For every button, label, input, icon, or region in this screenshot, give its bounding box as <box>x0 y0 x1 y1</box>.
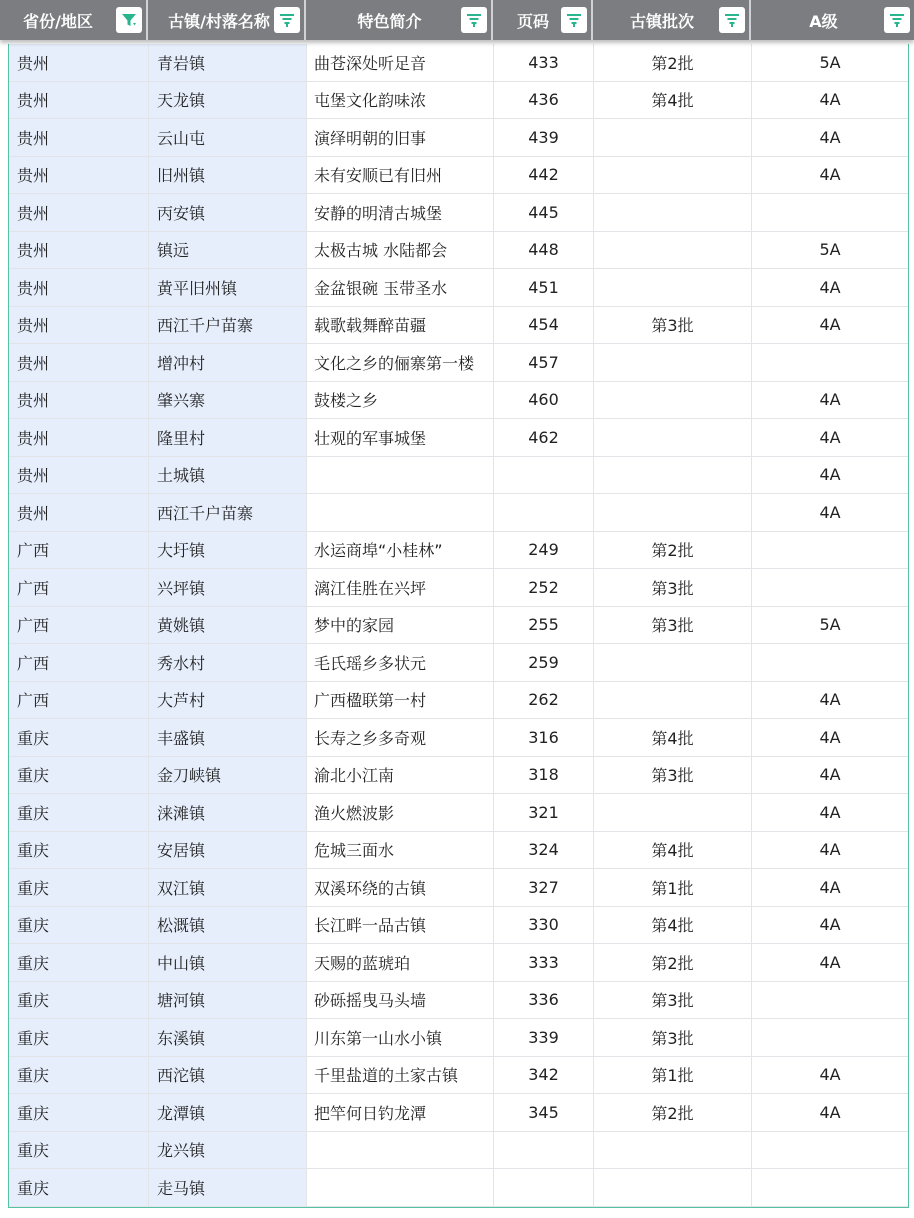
cell-rating[interactable]: 5A <box>752 607 908 645</box>
cell-province[interactable]: 重庆 <box>9 869 149 907</box>
cell-page[interactable]: 333 <box>494 944 594 982</box>
table-row <box>9 457 908 495</box>
cell-page[interactable]: 259 <box>494 644 594 682</box>
cell-intro[interactable]: 金盆银碗 玉带圣水 <box>307 269 494 307</box>
cell-batch[interactable] <box>594 494 752 532</box>
cell-intro[interactable]: 水运商埠“小桂林” <box>307 532 494 570</box>
cell-province[interactable]: 贵州 <box>9 269 149 307</box>
cell-intro[interactable]: 梦中的家园 <box>307 607 494 645</box>
table-row <box>9 794 908 832</box>
cell-town[interactable]: 安居镇 <box>149 832 307 870</box>
table-row <box>9 119 908 157</box>
header-intro-label: 特色简介 <box>357 11 422 31</box>
cell-page[interactable]: 255 <box>494 607 594 645</box>
cell-batch[interactable]: 第4批 <box>594 719 752 757</box>
cell-province[interactable]: 重庆 <box>9 907 149 945</box>
cell-town[interactable]: 土城镇 <box>149 457 307 495</box>
cell-town[interactable]: 青岩镇 <box>149 44 307 82</box>
cell-intro[interactable]: 太极古城 水陆都会 <box>307 232 494 270</box>
cell-province[interactable]: 贵州 <box>9 232 149 270</box>
cell-batch[interactable]: 第3批 <box>594 1019 752 1057</box>
cell-province[interactable]: 重庆 <box>9 944 149 982</box>
table-row <box>9 532 908 570</box>
filter-icon[interactable] <box>884 7 910 33</box>
cell-rating[interactable]: 4A <box>752 307 908 345</box>
cell-province[interactable]: 重庆 <box>9 757 149 795</box>
cell-batch[interactable]: 第3批 <box>594 569 752 607</box>
cell-province[interactable]: 重庆 <box>9 832 149 870</box>
cell-town[interactable]: 黄姚镇 <box>149 607 307 645</box>
cell-batch[interactable] <box>594 269 752 307</box>
cell-province[interactable]: 贵州 <box>9 494 149 532</box>
table-row <box>9 569 908 607</box>
cell-intro[interactable]: 双溪环绕的古镇 <box>307 869 494 907</box>
cell-intro[interactable]: 天赐的蓝琥珀 <box>307 944 494 982</box>
cell-rating[interactable]: 5A <box>752 44 908 82</box>
cell-batch[interactable] <box>594 344 752 382</box>
cell-town[interactable]: 龙潭镇 <box>149 1094 307 1132</box>
cell-intro[interactable] <box>307 494 494 532</box>
table-row <box>9 682 908 720</box>
cell-batch[interactable] <box>594 232 752 270</box>
cell-town[interactable]: 黄平旧州镇 <box>149 269 307 307</box>
cell-page[interactable]: 316 <box>494 719 594 757</box>
header-batch[interactable] <box>593 0 751 40</box>
cell-rating[interactable]: 4A <box>752 157 908 195</box>
cell-batch[interactable] <box>594 794 752 832</box>
cell-intro[interactable] <box>307 457 494 495</box>
cell-page[interactable]: 462 <box>494 419 594 457</box>
cell-province[interactable]: 重庆 <box>9 1169 149 1207</box>
cell-town[interactable]: 增冲村 <box>149 344 307 382</box>
header-province-label: 省份/地区 <box>23 11 93 31</box>
cell-rating[interactable] <box>752 1169 908 1207</box>
cell-batch[interactable]: 第2批 <box>594 944 752 982</box>
cell-intro[interactable]: 广西楹联第一村 <box>307 682 494 720</box>
cell-intro[interactable]: 安静的明清古城堡 <box>307 194 494 232</box>
cell-intro[interactable]: 砂砾摇曳马头墙 <box>307 982 494 1020</box>
cell-intro[interactable]: 文化之乡的俪寨第一楼 <box>307 344 494 382</box>
table-row <box>9 719 908 757</box>
cell-batch[interactable] <box>594 194 752 232</box>
cell-rating[interactable] <box>752 982 908 1020</box>
cell-province[interactable]: 重庆 <box>9 1019 149 1057</box>
cell-town[interactable]: 东溪镇 <box>149 1019 307 1057</box>
cell-town[interactable]: 松溉镇 <box>149 907 307 945</box>
cell-batch[interactable] <box>594 1132 752 1170</box>
cell-rating[interactable]: 4A <box>752 494 908 532</box>
cell-town[interactable]: 龙兴镇 <box>149 1132 307 1170</box>
cell-intro[interactable] <box>307 1132 494 1170</box>
table-row <box>9 982 908 1020</box>
cell-intro[interactable]: 千里盐道的土家古镇 <box>307 1057 494 1095</box>
table-row <box>9 1019 908 1057</box>
cell-town[interactable]: 双江镇 <box>149 869 307 907</box>
cell-rating[interactable]: 4A <box>752 832 908 870</box>
cell-province[interactable]: 广西 <box>9 532 149 570</box>
table-row <box>9 494 908 532</box>
table-row <box>9 757 908 795</box>
table-row <box>9 869 908 907</box>
table-row <box>9 1169 908 1207</box>
cell-town[interactable]: 中山镇 <box>149 944 307 982</box>
header-batch-label: 古镇批次 <box>629 11 694 31</box>
table-row <box>9 644 908 682</box>
cell-batch[interactable]: 第2批 <box>594 532 752 570</box>
cell-page[interactable]: 324 <box>494 832 594 870</box>
cell-intro[interactable]: 壮观的军事城堡 <box>307 419 494 457</box>
cell-intro[interactable]: 把竿何日钓龙潭 <box>307 1094 494 1132</box>
cell-rating[interactable]: 4A <box>752 1057 908 1095</box>
cell-province[interactable]: 贵州 <box>9 419 149 457</box>
cell-page[interactable]: 433 <box>494 44 594 82</box>
cell-town[interactable]: 云山屯 <box>149 119 307 157</box>
cell-page[interactable]: 336 <box>494 982 594 1020</box>
cell-rating[interactable] <box>752 569 908 607</box>
cell-page[interactable] <box>494 457 594 495</box>
cell-town[interactable]: 天龙镇 <box>149 82 307 120</box>
filter-active-icon[interactable] <box>116 7 142 33</box>
cell-intro[interactable]: 长江畔一品古镇 <box>307 907 494 945</box>
cell-rating[interactable]: 4A <box>752 869 908 907</box>
table-row <box>9 1094 908 1132</box>
table-row <box>9 382 908 420</box>
cell-batch[interactable] <box>594 382 752 420</box>
cell-rating[interactable]: 4A <box>752 794 908 832</box>
cell-rating[interactable]: 4A <box>752 719 908 757</box>
cell-town[interactable]: 涞滩镇 <box>149 794 307 832</box>
cell-intro[interactable]: 漓江佳胜在兴坪 <box>307 569 494 607</box>
table-row <box>9 832 908 870</box>
cell-province[interactable]: 重庆 <box>9 1094 149 1132</box>
cell-rating[interactable]: 4A <box>752 82 908 120</box>
cell-town[interactable]: 大圩镇 <box>149 532 307 570</box>
cell-intro[interactable]: 演绎明朝的旧事 <box>307 119 494 157</box>
table-row <box>9 607 908 645</box>
cell-town[interactable]: 丙安镇 <box>149 194 307 232</box>
cell-town[interactable]: 镇远 <box>149 232 307 270</box>
cell-batch[interactable]: 第4批 <box>594 907 752 945</box>
cell-batch[interactable] <box>594 644 752 682</box>
cell-town[interactable]: 大芦村 <box>149 682 307 720</box>
header-intro[interactable] <box>306 0 493 40</box>
cell-page[interactable] <box>494 1169 594 1207</box>
cell-page[interactable]: 454 <box>494 307 594 345</box>
cell-province[interactable]: 广西 <box>9 644 149 682</box>
cell-rating[interactable]: 4A <box>752 1094 908 1132</box>
filter-icon[interactable] <box>461 7 487 33</box>
cell-batch[interactable]: 第3批 <box>594 757 752 795</box>
filter-icon[interactable] <box>719 7 745 33</box>
cell-rating[interactable]: 4A <box>752 419 908 457</box>
cell-batch[interactable]: 第1批 <box>594 1057 752 1095</box>
cell-intro[interactable]: 危城三面水 <box>307 832 494 870</box>
cell-province[interactable]: 重庆 <box>9 719 149 757</box>
cell-batch[interactable]: 第2批 <box>594 44 752 82</box>
cell-province[interactable]: 贵州 <box>9 344 149 382</box>
table-row <box>9 344 908 382</box>
cell-rating[interactable]: 5A <box>752 232 908 270</box>
cell-intro[interactable]: 渔火燃波影 <box>307 794 494 832</box>
cell-batch[interactable]: 第1批 <box>594 869 752 907</box>
cell-batch[interactable]: 第3批 <box>594 607 752 645</box>
cell-province[interactable]: 广西 <box>9 682 149 720</box>
cell-batch[interactable]: 第4批 <box>594 832 752 870</box>
cell-batch[interactable]: 第3批 <box>594 982 752 1020</box>
cell-intro[interactable]: 载歌载舞醉苗疆 <box>307 307 494 345</box>
table-row <box>9 944 908 982</box>
table-row <box>9 194 908 232</box>
header-town-label: 古镇/村落名称 <box>168 11 270 31</box>
cell-province[interactable]: 贵州 <box>9 382 149 420</box>
table-row <box>9 307 908 345</box>
cell-province[interactable]: 贵州 <box>9 157 149 195</box>
cell-town[interactable]: 肇兴寨 <box>149 382 307 420</box>
cell-rating[interactable] <box>752 644 908 682</box>
cell-page[interactable]: 339 <box>494 1019 594 1057</box>
cell-page[interactable]: 436 <box>494 82 594 120</box>
cell-rating[interactable]: 4A <box>752 907 908 945</box>
cell-town[interactable]: 旧州镇 <box>149 157 307 195</box>
cell-page[interactable]: 448 <box>494 232 594 270</box>
cell-page[interactable]: 318 <box>494 757 594 795</box>
cell-rating[interactable]: 4A <box>752 382 908 420</box>
cell-batch[interactable] <box>594 119 752 157</box>
cell-page[interactable]: 451 <box>494 269 594 307</box>
table-row <box>9 269 908 307</box>
cell-province[interactable]: 贵州 <box>9 119 149 157</box>
header-province[interactable] <box>0 0 148 40</box>
cell-batch[interactable] <box>594 682 752 720</box>
header-page-label: 页码 <box>516 11 549 31</box>
cell-page[interactable]: 252 <box>494 569 594 607</box>
cell-page[interactable] <box>494 1132 594 1170</box>
cell-page[interactable] <box>494 494 594 532</box>
cell-intro[interactable]: 川东第一山水小镇 <box>307 1019 494 1057</box>
cell-page[interactable]: 442 <box>494 157 594 195</box>
cell-town[interactable]: 走马镇 <box>149 1169 307 1207</box>
cell-intro[interactable]: 长寿之乡多奇观 <box>307 719 494 757</box>
cell-page[interactable]: 330 <box>494 907 594 945</box>
cell-province[interactable]: 贵州 <box>9 44 149 82</box>
cell-province[interactable]: 重庆 <box>9 1057 149 1095</box>
cell-batch[interactable] <box>594 457 752 495</box>
cell-province[interactable]: 贵州 <box>9 82 149 120</box>
cell-town[interactable]: 秀水村 <box>149 644 307 682</box>
cell-page[interactable]: 460 <box>494 382 594 420</box>
cell-province[interactable]: 贵州 <box>9 194 149 232</box>
cell-rating[interactable] <box>752 1132 908 1170</box>
header-town[interactable] <box>148 0 306 40</box>
cell-rating[interactable]: 4A <box>752 457 908 495</box>
cell-page[interactable]: 249 <box>494 532 594 570</box>
filter-icon[interactable] <box>274 7 300 33</box>
cell-town[interactable]: 西沱镇 <box>149 1057 307 1095</box>
cell-rating[interactable]: 4A <box>752 119 908 157</box>
cell-rating[interactable]: 4A <box>752 944 908 982</box>
cell-page[interactable]: 445 <box>494 194 594 232</box>
table-row <box>9 44 908 82</box>
cell-batch[interactable] <box>594 157 752 195</box>
cell-province[interactable]: 贵州 <box>9 457 149 495</box>
cell-intro[interactable]: 毛氏瑶乡多状元 <box>307 644 494 682</box>
cell-rating[interactable] <box>752 194 908 232</box>
cell-intro[interactable]: 屯堡文化韵味浓 <box>307 82 494 120</box>
table-row <box>9 1057 908 1095</box>
cell-rating[interactable] <box>752 344 908 382</box>
cell-rating[interactable]: 4A <box>752 269 908 307</box>
cell-town[interactable]: 西江千户苗寨 <box>149 307 307 345</box>
cell-batch[interactable]: 第3批 <box>594 307 752 345</box>
cell-intro[interactable]: 渝北小江南 <box>307 757 494 795</box>
header-page[interactable] <box>493 0 593 40</box>
cell-rating[interactable] <box>752 532 908 570</box>
cell-batch[interactable]: 第2批 <box>594 1094 752 1132</box>
table-row <box>9 1132 908 1170</box>
table-row <box>9 232 908 270</box>
header-rating[interactable] <box>751 0 914 40</box>
cell-town[interactable]: 塘河镇 <box>149 982 307 1020</box>
cell-page[interactable]: 342 <box>494 1057 594 1095</box>
cell-province[interactable]: 重庆 <box>9 794 149 832</box>
cell-page[interactable]: 321 <box>494 794 594 832</box>
cell-province[interactable]: 重庆 <box>9 1132 149 1170</box>
cell-rating[interactable]: 4A <box>752 682 908 720</box>
cell-province[interactable]: 重庆 <box>9 982 149 1020</box>
cell-page[interactable]: 457 <box>494 344 594 382</box>
cell-intro[interactable]: 鼓楼之乡 <box>307 382 494 420</box>
cell-town[interactable]: 隆里村 <box>149 419 307 457</box>
cell-rating[interactable] <box>752 1019 908 1057</box>
table-row <box>9 907 908 945</box>
cell-intro[interactable] <box>307 1169 494 1207</box>
table-row <box>9 82 908 120</box>
cell-intro[interactable]: 曲苍深处听足音 <box>307 44 494 82</box>
cell-batch[interactable] <box>594 419 752 457</box>
header-rating-label: A级 <box>809 11 838 31</box>
cell-page[interactable]: 327 <box>494 869 594 907</box>
cell-town[interactable]: 丰盛镇 <box>149 719 307 757</box>
cell-rating[interactable]: 4A <box>752 757 908 795</box>
header-row <box>0 0 914 40</box>
cell-province[interactable]: 广西 <box>9 607 149 645</box>
cell-town[interactable]: 金刀峡镇 <box>149 757 307 795</box>
cell-province[interactable]: 广西 <box>9 569 149 607</box>
cell-page[interactable]: 262 <box>494 682 594 720</box>
cell-page[interactable]: 439 <box>494 119 594 157</box>
filter-icon[interactable] <box>561 7 587 33</box>
cell-province[interactable]: 贵州 <box>9 307 149 345</box>
cell-page[interactable]: 345 <box>494 1094 594 1132</box>
table-row <box>9 157 908 195</box>
cell-intro[interactable]: 未有安顺已有旧州 <box>307 157 494 195</box>
table-row <box>9 419 908 457</box>
cell-town[interactable]: 兴坪镇 <box>149 569 307 607</box>
cell-town[interactable]: 西江千户苗寨 <box>149 494 307 532</box>
data-grid <box>8 44 909 1208</box>
cell-batch[interactable] <box>594 1169 752 1207</box>
cell-batch[interactable]: 第4批 <box>594 82 752 120</box>
